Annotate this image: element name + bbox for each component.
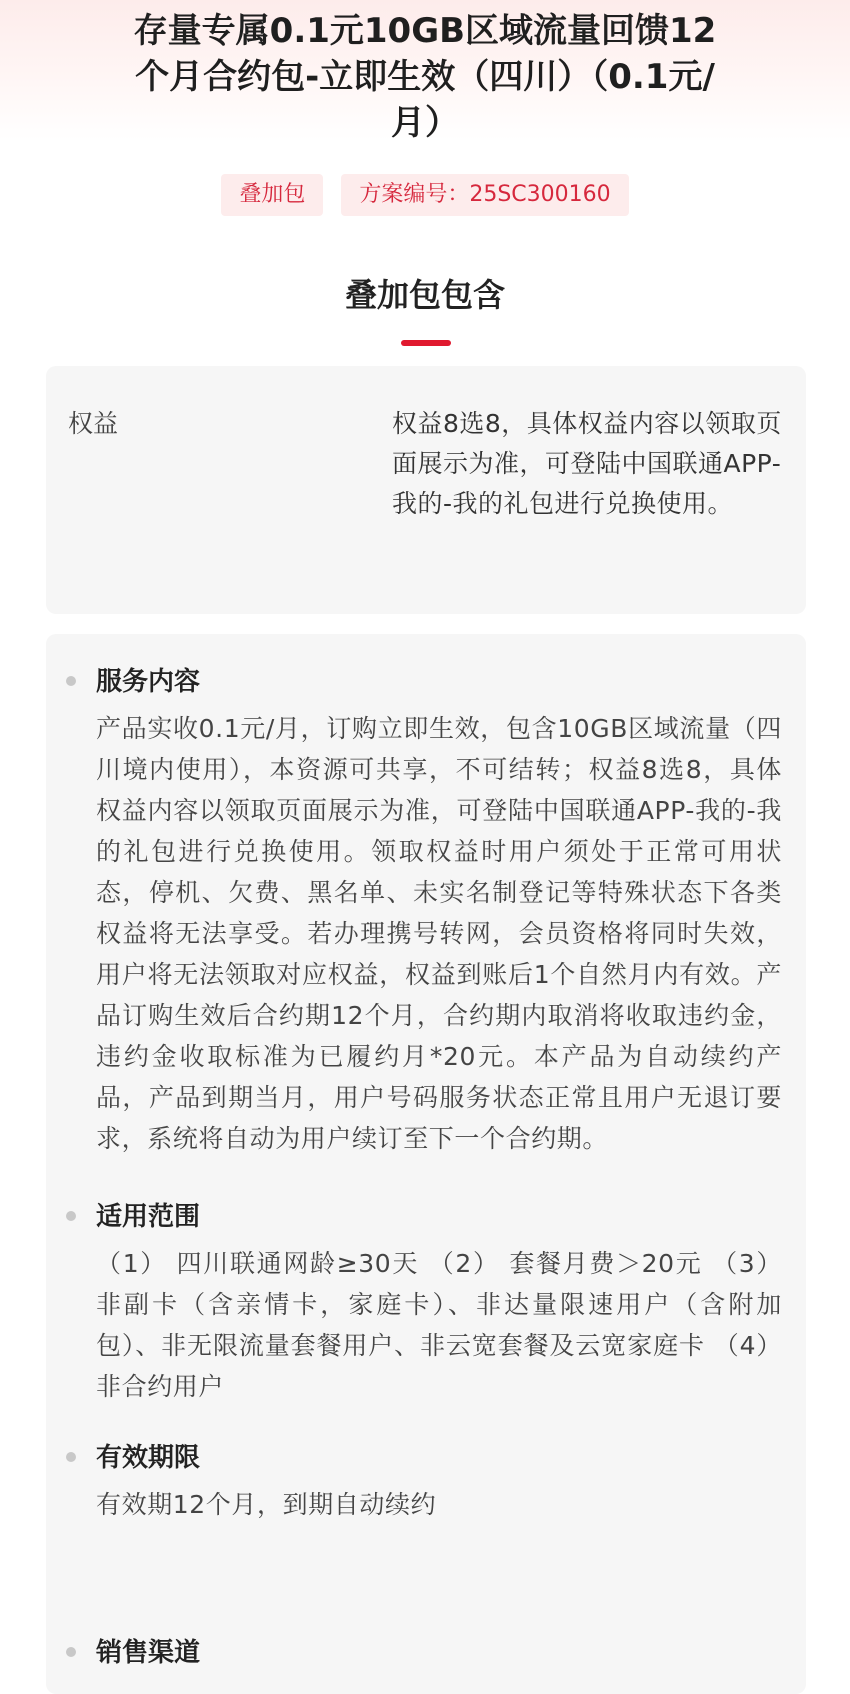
- detail-service-content: [72, 662, 782, 1159]
- detail-title: 适用范围: [96, 1202, 201, 1232]
- benefit-card: [46, 366, 806, 614]
- plan-number-tag: 方案编号：25SC300160: [341, 174, 628, 216]
- detail-sales-channel: [72, 1633, 782, 1673]
- detail-title: 服务内容: [96, 667, 201, 697]
- product-title: 存量专属0.1元10GB区域流量回馈12个月合约包-立即生效（四川）（0.1元/月）: [133, 11, 717, 143]
- bullet-dot: [66, 1647, 76, 1657]
- detail-scope: [72, 1197, 782, 1407]
- detail-validity: [72, 1438, 782, 1525]
- detail-title: 销售渠道: [96, 1638, 201, 1668]
- detail-title: 有效期限: [96, 1443, 201, 1473]
- detail-body: （1） 四川联通网龄≥30天 （2） 套餐月费＞20元 （3） 非副卡（含亲情卡，家庭卡）、非达量限速用户（含附加包）、非无限流量套餐用户、非云宽套餐及云宽家庭卡 （4）非合约用户: [96, 1249, 782, 1401]
- section-underline: [401, 340, 451, 346]
- benefit-value: 权益8选8，具体权益内容以领取页面展示为准，可登陆中国联通APP-我的-我的礼包进行兑换使用。: [392, 409, 782, 518]
- package-type-tag: 叠加包: [221, 174, 323, 216]
- tag-row: [0, 174, 850, 216]
- bullet-dot: [66, 1452, 76, 1462]
- bullet-dot: [66, 676, 76, 686]
- section-title: 叠加包包含: [344, 276, 505, 314]
- detail-body: 有效期12个月，到期自动续约: [96, 1490, 437, 1519]
- benefit-label: 权益: [68, 409, 119, 438]
- detail-body: 产品实收0.1元/月，订购立即生效，包含10GB区域流量（四川境内使用），本资源可共享，不可结转；权益8选8，具体权益内容以领取页面展示为准，可登陆中国联通APP-我的-我的礼包进行兑换使用。领取权益时用户须处于正常可用状态，停机、欠费、黑名单、未实名制登记等特殊状态下各类权益将无法享受。若办理携号转网，会员资格将同时失效，用户将无法领取对应权益，权益到账后1个自然月内有效。产品订购生效后合约期12个月，合约期内取消将收取违约金，违约金收取标准为已履约月*20元。本产品为自动续约产品，产品到期当月，用户号码服务状态正常且用户无退订要求，系统将自动为用户续订至下一个合约期。: [96, 714, 782, 1153]
- bullet-dot: [66, 1211, 76, 1221]
- details-card: [46, 634, 806, 1694]
